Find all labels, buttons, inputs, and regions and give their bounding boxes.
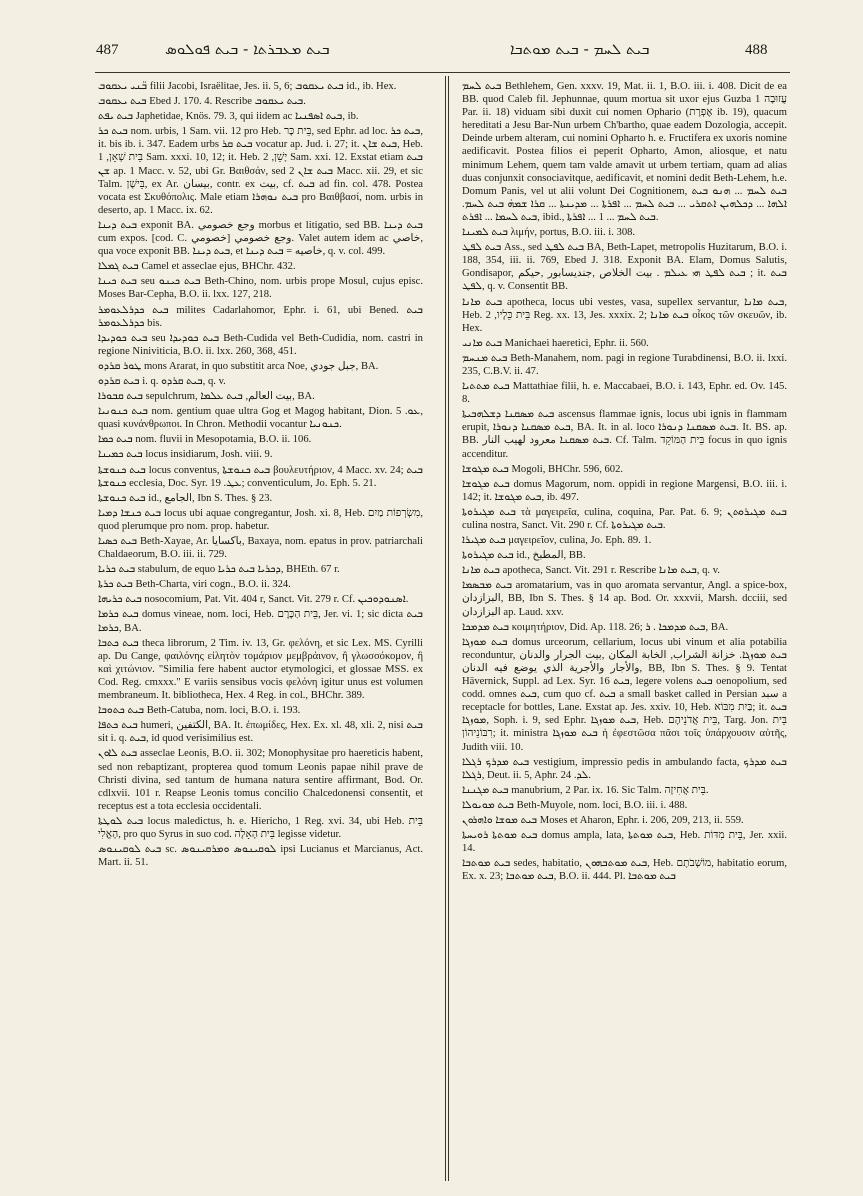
dictionary-entry: ܒܝܬ ܡܓܢܢܐ manubrium, 2 Par. ix. 16. Sic Talm. בֵּית אֲחִיזָה.	[462, 784, 709, 796]
dictionary-entry: ܒܝܬ ܟܬܒܐ theca librorum, 2 Tim. iv. 13, Gr. φελόνη, et sic Lex. MS. Cyrilli ap. Du Cange, φαιλόνης εἰλητὸν τομάριον μεμβράινον, ἢ γλωσσόκομον, ἢ καὶ χιτώνιον. "Similia fere habent auctor etymologici, et glossae MSS. ex Cod. Reg. cmxxx." E variis sensibus vocis φελόνη igitur unus est volumen membraneum. It. bibliotheca, Hex. 4 Reg. in col., BHChr. 389.	[98, 637, 423, 702]
dictionary-entry: ܛܘܪ ܩܪܕܘ mons Ararat, in quo substitit arca Noe, جبل جودي, BA.	[98, 360, 379, 372]
dictionary-entry: ܒܝܬ ܡܬܬܝܐ Mattathiae filii, h. e. Maccabaei, B.O. i. 143, Ephr. ed. Ov. 145. 8.	[462, 381, 787, 406]
dictionary-entry: ܒܝܬ ܠܘܛܬܐ locus maledictus, h. e. Hiericho, 1 Reg. xvi. 34, ubi Heb. בֵּית הָאֱלִי, pro quo Syrus in suo cod. בֵּית הָאָלָה legisse videtur.	[98, 815, 424, 840]
page-header	[0, 40, 863, 68]
dictionary-entry: ܒܝܬ ܟܪܡܐ domus vineae, nom. loci, Heb. בֵּית הַכָּרֶם, Jer. vi. 1; sic dicta ܒܝܬ ܟܪܡܐ, BA.	[98, 609, 423, 634]
dictionary-entry: ܒܝܬ ܟܢܫܐ ܕܡܝܐ locus ubi aquae congregantur, Josh. xi. 8, Heb. מִשְׂרְפוֹת מַיִם, quod plerumque pro nom. prop. habetur.	[98, 507, 423, 532]
header-rule	[95, 72, 790, 73]
dictionary-entry: ܒܝܬ ܟܡܐ nom. fluvii in Mesopotamia, B.O. ii. 106.	[98, 434, 312, 446]
left-running-head: ܒܝܬ ܡܥܒܪܬܐ - ܒܝܬ ܦܘܠܘܣ	[165, 40, 330, 58]
column-separator	[445, 76, 449, 1181]
dictionary-entry: ܒܝܬ ܠܡܝܢܐ λιμήν, portus, B.O. iii. i. 308.	[462, 227, 636, 239]
dictionary-entry: ܒܝܬ ܠܐܘܢ asseclae Leonis, B.O. ii. 302; Monophysitae pro haereticis habent, sed non rebaptizant, propterea quod tomum Leonis papae nihil prave de Christi divina, sed tantum de humana natura sentire affirmant, Bod. Or. cdlxvii. 101 r. Reapse Leonis tomus concilio Chalcedonensi consentit, et receptus est a tota ecclesia occidentali.	[98, 748, 424, 812]
dictionary-entry: ܒܝܬ ܟܪܝܗܐ nosocomium, Pat. Vit. 404 r, Sanct. Vit. 279 r. Cf. ܐܣܢܘܕܘܟܝܢ.	[98, 594, 409, 606]
dictionary-entry: ܒܝܬ ܡܓܘܫܐ Mogoli, BHChr. 596, 602.	[462, 463, 624, 475]
left-page-number: 487	[96, 42, 119, 58]
right-running-head: ܒܝܬ ܠܚܡ - ܒܝܬ ܡܘܬܒܐ	[510, 40, 650, 58]
dictionary-entry: ܒܝܬ ܩܒܘܪܐ sepulchrum, بيت العالم, ܒܝܬ ܥܠܡܐ, BA.	[98, 391, 315, 403]
dictionary-entry: ܒܝܬ ܡܢܚܡ Beth-Manahem, nom. pagi in regione Turabdinensi, B.O. ii. lxxi. 235, C.B.V. ii. 47.	[462, 352, 788, 377]
dictionary-entry: ܒܝܬ ܡܘܬܒܐ sedes, habitatio, ܒܝܬ ܡܘܬܒܗܘܢ, Heb. מוֹשְׁבֹתָם, habitatio eorum, Ex. x. 23; ܒܝܬ ܡܘܬܒܐ, B.O. ii. 444. Pl. ܒܝܬ ܡܘܬܒܐ	[462, 858, 788, 883]
dictionary-entry: ܒܝܬ ܕܝܢܐ exponit BA. وجع خصومي morbus et litigatio, sed BB. ܒܝܬ ܕܝܢܐ cum expos. [cod. C. خصومي] وجع خصومي. Valet autem idem ac خاصي, qua voce exponit BB. ܒܝܬ ܕܝܢܐ, et خاصيه = ܒܝܬ ܕܝܢܐ, q. v. col. 499.	[98, 219, 423, 258]
dictionary-entry: ܒܝܬ ܟܢܘܫܬܐ id., الجامع, Ibn S. Thes. § 23.	[98, 492, 273, 504]
dictionary-entry: ܒܝܬ ܠܘܩܝܢܘܣ sc. ܠܘܩܝܢܘܣ ܘܡܪܩܝܢܘܣ ipsi Lucianus et Marcianus, Act. Mart. ii. 51.	[98, 844, 424, 869]
dictionary-entry: ܒܝܬ ܠܦܛ Ass., sed ܒܝܬ ܠܦܛ BA, Beth-Lapet, metropolis Huzitarum, B.O. i. 188, 354, iii. ii. 769, Ebed J. 318. Exponit BA. Elam, Domus Salutis, Gondisapor, ܒܝܬ ܠܦܛ ܗܝ ܥܝܠܡ . بيت الخلاص ,جنديسابور ,حيكم ; it. ܒܝܬ ܠܦܛ, q. v. Consentit BB.	[462, 242, 788, 293]
right-page-number: 488	[745, 42, 768, 58]
dictionary-entry: ܒܝܬ ܡܐܢܐ apotheca, locus ubi vestes, vasa, supellex servantur, ܒܝܬ ܡܐܢܐ, Heb. בֵּית כֵּלָיו, 2 Reg. xx. 13, Jes. xxxix. 2; ܒܝܬ ܡܐܢܐ οἶκος τῶν σκευῶν, ib. Hex.	[462, 296, 787, 334]
dictionary-entry: ܒܝܬ ܩܪܕܘ i. q. ܒܝܬ ܩܪܕܘ, q. v.	[98, 375, 226, 387]
dictionary-entry: ܒܝܬ ܡܘܫܐ ܘܐܗܪܘܢ Moses et Aharon, Ephr. i. 206, 209, 213, ii. 559.	[462, 814, 744, 826]
dictionary-entry: ܒܝܬ ܡܘܬܬܐ ܪܘܝܚܬܐ domus ampla, lata, ܒܝܬ ܡܘܬܬܐ, Heb. בֵּית מִדּוֹת, Jer. xxii. 14.	[462, 830, 787, 855]
dictionary-entry: ܒܝܬ ܡܒܣܡܐ aromatarium, vas in quo aromata servantur, Angl. a spice-box, البزازدان, BB, Ibn S. Thes. § 14 ap. Bod. Or. xxxvii, Marsh. dcciii, sed البزازدان ap. Laud. xxv.	[462, 580, 787, 618]
dictionary-entry: ܒܝܬ ܟܣܝܐ Beth-Xayae, Ar. باكسايا, Baxaya, nom. epatus in prov. patriarchali Chaldaeorum, B.O. iii. ii. 729.	[98, 536, 423, 561]
dictionary-entry: ܒܝܬ ܓܡܠܐ Camel et asseclae ejus, BHChr. 432.	[98, 261, 296, 273]
dictionary-entry: ܒܝܬ ܟܪܝܐ stabulum, de equo ܕܟܪܝܐ ܒܝܬ ܟܪܝܐ, BHEth. 67 r.	[98, 564, 340, 576]
dictionary-entry: ܒܝܬ ܟܕܪܠܥܘܡܪ milites Cadarlahomor, Ephr. i. 61, ubi Bened. ܒܝܬ ܟܕܪܠܥܘܡܪ bis.	[98, 304, 423, 329]
dictionary-entry: ܒܝܬ ܟܘܕܝܕܐ seu ܒܝܬ ܟܘܕܝܕܐ Beth-Cudida vel Beth-Cudidia, nom. castri in regione Niniviticia, B.O. ii. lxx. 260, 368, 451.	[98, 332, 423, 357]
dictionary-entry: ܒܝܬ ܟܢܘܫܬܐ locus conventus, ܒܝܬ ܟܢܘܫܬܐ βουλευτήριον, 4 Macc. xv. 24; ܒܝܬ ܟܢܘܫܬܐ ecclesia, Doc. Syr. ܥܛ. 19; conventiculum, Jo. Eph. 5. 21.	[98, 464, 423, 489]
dictionary-entry: ܒܝܬ ܡܐܢܐ apotheca, Sanct. Vit. 291 r. Rescribe ܒܝܬ ܡܐܢܐ, q. v.	[462, 565, 720, 577]
dictionary-entry: ܒܝܬ ܡܐܢܝ Manichaei haeretici, Ephr. ii. 560.	[462, 337, 649, 349]
dictionary-entry: ܒܝܬ ܟܢܘܢܝܐ nom. gentium quae ultra Gog et Magog habitant, Dion. ܥܘ. 5, quasi κυνάνθρωποι. In Chron. Methodii vocantur ܟܢܘܢܝܐ.	[98, 406, 423, 431]
dictionary-entry: ܒܝܬ ܡܓܝܪܘܬܐ τὰ μαγειρεῖα, culina, coquina, Par. Pat. 6. 9; ܒܝܬ ܡܓܝܪܘܬܢ culina nostra, Sanct. Vit. 290 r. Cf. ܒܝܬ ܡܓܝܪܘܬܐ.	[462, 506, 787, 531]
dictionary-entry: ܒܝܬ ܡܣܩܢܐ ܕܫܠܗܒܝܬܐ ascensus flammae ignis, locus ubi ignis in flammam erupit, ܒܝܬ ܡܣܩܢܐ ܕܢܘܪܐ, BA. It. in al. loco ܒܝܬ ܡܣܩܢܐ ܕܢܘܪܐ. It. BS. ap. BB. ܒܝܬ ܡܣܩܢܐ معرود لهيب النار. Cf. Talm. בֵּית הַמּוֹקֵד focus in quo ignis accenditur.	[462, 409, 788, 460]
dictionary-entry: ܒܝܬ ܡܓܝܪܘܬܐ id., المطبخ, BB.	[462, 550, 586, 562]
dictionary-entry: ܒܝܬ ܡܓܝܪܐ μαγειρεῖον, culina, Jo. Eph. 89. 1.	[462, 535, 652, 547]
dictionary-entry: ܒܝܬ ܡܘܝܘܠܐ Beth-Muyole, nom. loci, B.O. iii. i. 488.	[462, 799, 688, 811]
dictionary-entry: ܒܝܬ ܡܕܪܟ ܪܓܠܐ vestigium, impressio pedis in ambulando facta, ܒܝܬ ܡܕܪܟ ܪܓܠܐ, Deut. ii. 5, Aphr. ܠܕ. 24.	[462, 756, 787, 781]
dictionary-entry: ܒܝܬ ܟܪܬܐ Beth-Charta, viri cogn., B.O. ii. 324.	[98, 579, 291, 591]
dictionary-entry: ܒܝܬ ܡܕܡܟܐ κοιμητήριον, Did. Ap. 118. 26; ܒܝܬ ܡܕܡܟܐ . ܪ, BA.	[462, 621, 729, 633]
dictionary-entry: ܒܝܬ ܠܚܡ Bethlehem, Gen. xxxv. 19, Mat. ii. 1, B.O. iii. i. 408. Dicit de ea BB. quod Caleb fil. Jephunnae, quum mortua sit uxor ejus Guzba עֲזוּבָה 1 Par. ii. 18) viduam sibi duxit cui nomen Ophario (אֶפְרָת ib. 19), quacum hereditati a Jesu Bar-Nun urbem Ch'bartho, quae eadem Dozologia, accepit. Deinde urbem alteram, cui nomini Opharto h. e. Fructifera ex uxoris nomine aedificavit. Postea filios ei peperit Opharto, Amon, aliosque, et natu minimum Lehem, quem tam valde amavit ut urbem tertiam, quam ad alias duas conjunxit consociavitque, aedificavit, et nomini dedit Beth-Lehem, h.e. Domum Panis, vel ut alii volunt Dei Cognitionem, ܒܝܬ ܠܚܡ ... ܗܢܘ ܒܝܬ ܐܠܗܐ ... ܕܟܠܗܝܢ ܐܬܩܪܝ ... ܒܝܬ ܠܚܡ ... ܐܦܪܬܐ ... ܡܕܝܢܬܐ ... ܩܪܐ ܫܡܗ̇ ܒܝܬ ܠܚܡ. ܒܝܬ ܠܚܡܐ ... ܐܦܪܬ, ibid., ܒܝܬ ܠܚܡ ... 1 ... ܐܦܪܬܐ.	[462, 81, 787, 223]
dictionary-entry: ܒܝܬ ܟܬܦܐ humeri, الكتفين, BA. It. ἐπωμίδες, Hex. Ex. xl. 48, xli. 2, nisi ܒܝܬ sit i. q. ܒܝܬ, id quod verisimilius est.	[98, 720, 423, 745]
dictionary-entry: ܒ̈ܢܝ ܝܥܩܘܒ filii Jacobi, Israëlitae, Jes. ii. 5, 6; ܒܝܬ ܝܥܩܘܒ id., ib. Hex.	[98, 81, 397, 92]
dictionary-entry: ܒܝܬ ܝܦܬ Japhetidae, Knös. 79. 3, qui iidem ac ܒܝܬ ܐܣܦܢܝܐ, ib.	[98, 111, 359, 123]
dictionary-entry: ܒܝܬ ܟܝܢܐ seu ܒܝܬ ܟܝܢܘ Beth-Chino, nom. urbis prope Mosul, cujus episc. Moses Bar-Cepha, B.O. ii. lxx. 127, 218.	[98, 276, 424, 301]
dictionary-entry: ܒܝܬ ܟܬܘܒܐ Beth-Catuba, nom. loci, B.O. i. 193.	[98, 705, 301, 717]
dictionary-entry: ܒܝܬ ܡܘܙܓܐ domus urceorum, cellarium, locus ubi vinum et alia potabilia reconduntur, ܒܝܬ ܡܘܙܓܐ. خزانة الشراب, الخابة المكان ,بيت الجرار والدنان والأجار والأجرية الذي يوضع فيه الدنان, BB, Ibn S. Thes. § 9. Tentat Hävernick, Suppl. ad Lex. Syr. 16 ܒܝܬ, legere volens ܒܝܬ oenopolium, sed codd. omnes ܒܝܬ, cum quo cf. ܒܝܬ a small basket called in Persian سبد a receptacle for bottles, Lane. Exstat ap. Jes. xxiv. 10, Heb. בַּיִת מִבּוֹא; it. ܒܝܬ ܡܘܙܓܐ, Soph. i. 9, sed Ephr. ܒܝܬ ܡܘܙܓܐ, Heb. בֵּית אֲדֹנֵיהֶם, Targ. Jon. בֵּית רִבּוֹנֵיהוֹן; it. ministra ܒܝܬ ܡܘܙܓܐ ἡ ἐφεστῶσα πᾶσι τοῖς ὑπάρχουσιν αὐτῆς, Judith viii. 10.	[462, 636, 787, 753]
dictionary-entry: ܒܝܬ ܡܓܘܫܐ domus Magorum, nom. oppidi in regione Margensi, B.O. iii. i. 142; it. ܒܝܬ ܡܓܘܫܐ, ib. 497.	[462, 478, 787, 503]
left-column	[98, 80, 423, 871]
dictionary-entry: ܒܝܬ ܟܪ nom. urbis, 1 Sam. vii. 12 pro Heb. בֵּית כָּר, sed Ephr. ad loc. ܒܝܬ ܟܪ, it. bis ib. i. 347. Eadem urbs ܒܝܬ ܩܪ vocatur ap. Jud. i. 27; it. ܒܝܬ ܫܐܢ, Heb. בֵּית שְׁאָן, 1 Sam. xxxi. 10, 12; it. Heb. יָשֵׁן, 2 Sam. xxi. 12. Exstat etiam ܒܝܬ ܫܢ ap. 1 Macc. v. 52, ubi Gr. Βαιθσάν, sed ܒܝܬ ܫܐܢ 2 Macc. xii. 29, et sic Talm. בֵּישָׁן, ex Ar. بيسان, contr. ex بيت, cf. ܒܝܬ ad fin. col. 478. Postea vocata est Σκυθόπολις. Male etiam ܒܝܬ ܢܘܗܪܐ pro Βαιθβασί, nom. urbis in deserto, ap. 1 Macc. ix. 62.	[98, 126, 424, 216]
dictionary-entry: ܒܝܬ ܝܥܩܘܒ Ebed J. 170. 4. Rescribe ܒܝܬ ܝܥܩܘܒ.	[98, 96, 306, 108]
dictionary-entry: ܒܝܬ ܟܡܝܢܐ locus insidiarum, Josh. viii. 9.	[98, 449, 273, 461]
right-column	[462, 80, 787, 885]
